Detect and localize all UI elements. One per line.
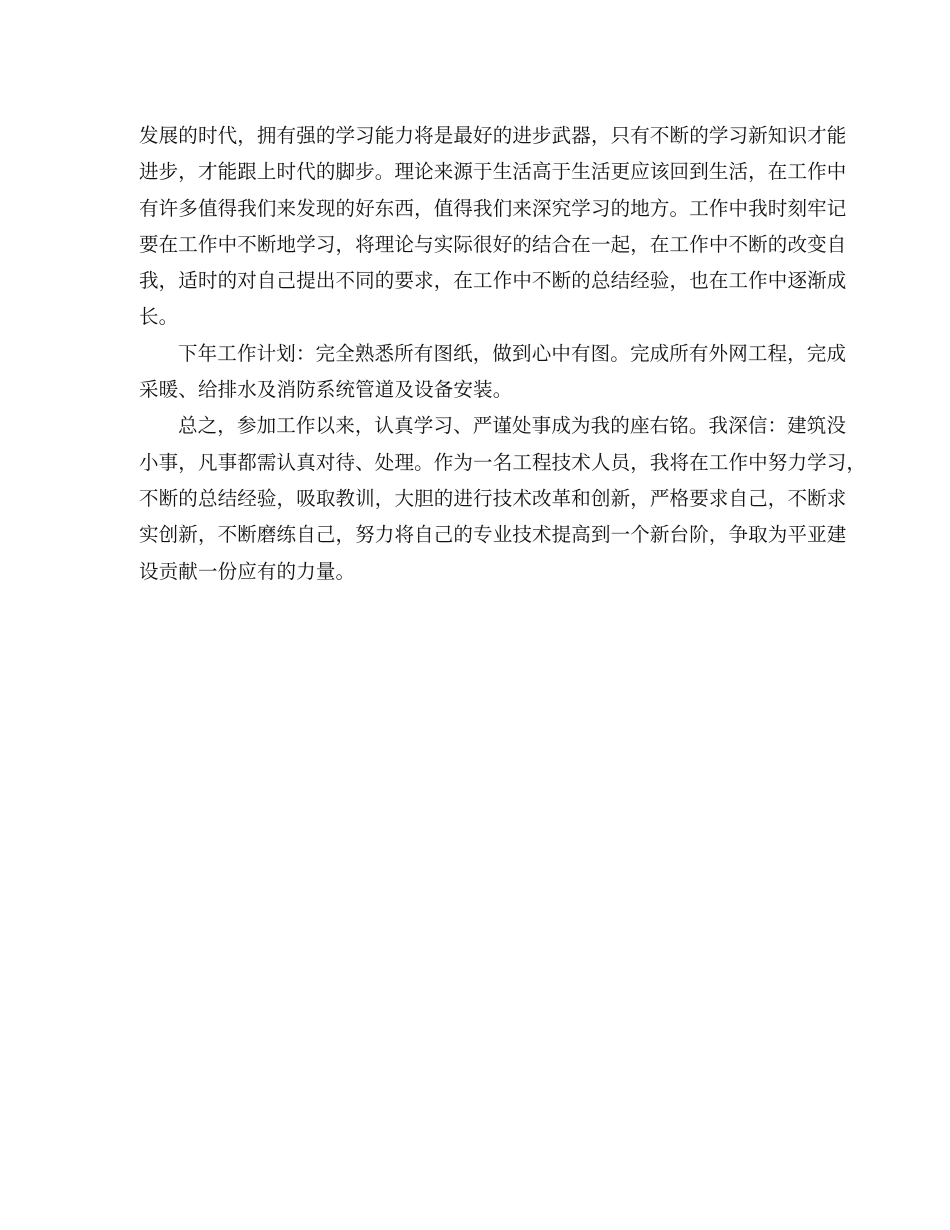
- paragraph-3: [139, 408, 867, 589]
- text-line: 我，适时的对自己提出不同的要求，在工作中不断的总结经验，也在工作中逐渐成: [139, 269, 847, 293]
- text-line: 小事，凡事都需认真对待、处理。作为一名工程技术人员，我将在工作中努力学习，: [139, 450, 867, 474]
- text-line: 不断的总结经验，吸取教训，大胆的进行技术改革和创新，严格要求自己，不断求: [139, 486, 847, 510]
- text-line: 长。: [139, 305, 179, 329]
- paragraph-2: [139, 336, 847, 409]
- document-body: [139, 118, 867, 590]
- text-line: 设贡献一份应有的力量。: [139, 559, 356, 583]
- text-line: 要在工作中不断地学习，将理论与实际很好的结合在一起，在工作中不断的改变自: [139, 232, 847, 256]
- text-line: 采暖、给排水及消防系统管道及设备安装。: [139, 378, 513, 402]
- text-line: 实创新，不断磨练自己，努力将自己的专业技术提高到一个新台阶，争取为平亚建: [139, 523, 847, 547]
- text-line: 有许多值得我们来发现的好东西，值得我们来深究学习的地方。工作中我时刻牢记: [139, 196, 847, 220]
- paragraph-1: [139, 118, 847, 336]
- text-line: 发展的时代，拥有强的学习能力将是最好的进步武器，只有不断的学习新知识才能: [139, 124, 847, 147]
- text-line: 进步，才能跟上时代的脚步。理论来源于生活高于生活更应该回到生活，在工作中: [139, 160, 847, 184]
- text-line: 总之，参加工作以来，认真学习、严谨处事成为我的座右铭。我深信：建筑没: [178, 414, 847, 438]
- text-line: 下年工作计划：完全熟悉所有图纸，做到心中有图。完成所有外网工程，完成: [178, 341, 847, 365]
